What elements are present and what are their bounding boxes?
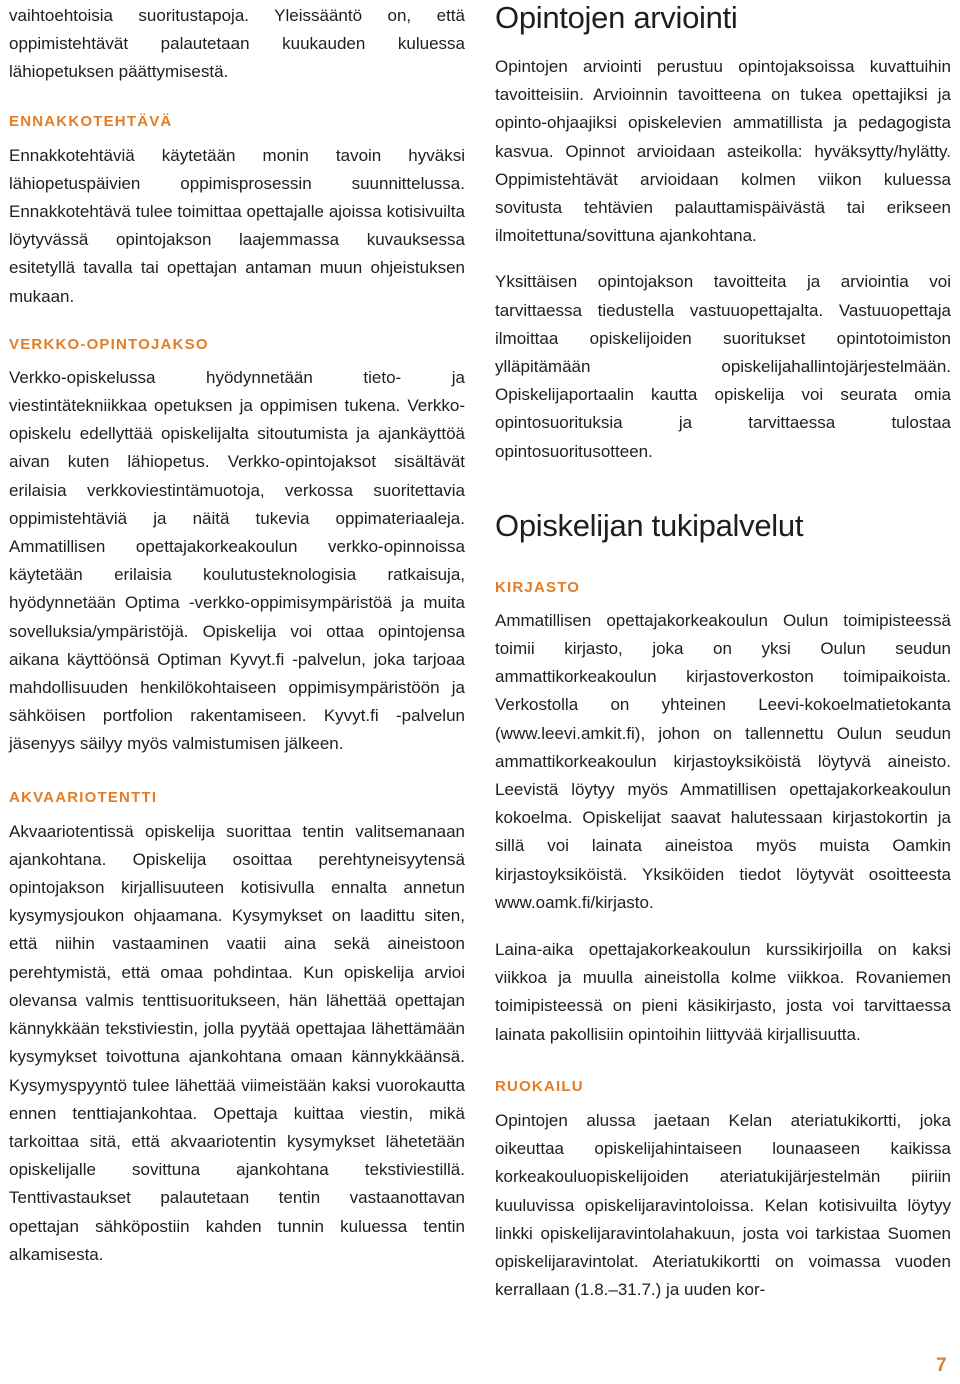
kirjasto-paragraph-1: Ammatillisen opettajakorkeakoulun Oulun toimipisteessä toimii kirjasto, joka on yksi Oulun seudun ammattikorkeakoulun kirjastoverkoston toimipaikoista. Verkostolla on yhteinen Leevi-kokoelmatietokanta (www.leevi.amkit.fi), johon on tallennettu Oulun seudun ammattikorkeakoulun kirjastoyksiköistä löytyvä aineisto. Leevistä löytyy myös Ammatillisen opettajakorkeakoulun kokoelma. Opiskelijat saavat halutessaan kirjastokortin ja sillä voi lainata aineistoa myös muista Oamkin kirjastoyksiköistä. Yksiköiden tiedot löytyvät osoitteesta www.oamk.fi/kirjasto. [495, 610, 951, 912]
page-number: 7 [936, 1355, 947, 1376]
kirjasto-heading: KIRJASTO [495, 578, 581, 596]
ruokailu-text: Opintojen alussa jaetaan Kelan ateriatukikortti, joka oikeuttaa opiskelijahintaiseen lounaaseen kaikissa korkeakouluopiskelijoiden ateriatukijärjestelmän piiriin kuuluvissa opiskelijaravintoloissa. Kelan kotisivuilta löytyy linkki opiskelijaravintolahakuun, josta voi tarkistaa Suomen opiskelijaravintolat. Ateriatukikortti on voimassa vuoden kerrallaan (1.8.–31.7.) ja uuden kor- [495, 1110, 951, 1300]
right-column [495, 0, 951, 1304]
left-column [9, 0, 465, 1269]
verkko-opintojakso-heading: VERKKO-OPINTOJAKSO [9, 335, 209, 353]
arviointi-paragraph-1: Opintojen arviointi perustuu opintojaksoissa kuvattuihin tavoitteisiin. Arvioinnin tavoitteena on tukea opettajiksi ja opinto-ohjaajiksi opiskelevien ammatillista ja pedagogista kasvua. Opinnot arvioidaan asteikolla: hyväksytty/hylätty. Oppimistehtävät arvioidaan kolmen viikon kuluessa sovitusta tehtävien palauttamispäivästä tai erikseen ilmoitettuna/sovittuna ajankohtana. [495, 57, 951, 246]
kirjasto-paragraph-2: Laina-aika opettajakorkeakoulun kurssikirjoilla on kaksi viikkoa ja muulla aineistolla kolme viikkoa. Rovaniemen toimipisteessä on pieni käsikirjasto, josta voi tarvittaessa lainata pakollisiin opintoihin liittyvää kirjallisuutta. [495, 940, 951, 1044]
arviointi-title: Opintojen arviointi [495, 0, 738, 35]
ennakkotehtava-heading: ENNAKKOTEHTÄVÄ [9, 112, 173, 130]
akvaariotentti-text: Akvaariotentissä opiskelija suorittaa tentin valitsemanaan ajankohtana. Opiskelija osoittaa perehtyneisyytensä opintojakson kirjallisuuteen kotisivulla ennalta annetun kysymysjoukon ohjaamana. Kysymykset on laadittu siten, että niihin vastaaminen vaatii aina sekä aineistoon perehtymistä, että omaa pohdintaa. Kun opiskelija arvioi olevansa valmis tenttisuoritukseen, hän lähettää opettajan kännykkään tekstiviestin, jolla pyytää opettajaa lähettämään kysymykset toivottuna ajankohtana omaan kännykkäänsä. Kysymyspyyntö tulee lähettää viimeistään kaksi vuorokautta ennen tenttiajankohtaa. Opettaja kuittaa viestin, mikä tarkoittaa sitä, että akvaariotentin kysymykset lähetetään opiskelijalle sovittuna ajankohtana tekstiviestillä. Tenttivastaukset palautetaan tentin vastaanottavan opettajan sähköpostiin kahden tunnin kuluessa tentin alkamisesta. [9, 821, 465, 1264]
tukipalvelut-title: Opiskelijan tukipalvelut [495, 507, 804, 543]
arviointi-paragraph-2: Yksittäisen opintojakson tavoitteita ja arviointia voi tarvittaessa tiedustella vastuuopettajalta. Vastuuopettaja ilmoittaa opiskelijoiden suoritukset opintotoimiston ylläpitämään opiskelijahallintojärjestelmään. Opiskelijaportaalin kautta opiskelija voi seurata omia opintosuorituksia ja tarvittaessa tulostaa opintosuoritusotteen. [495, 272, 951, 461]
intro-paragraph: vaihtoehtoisia suoritustapoja. Yleissääntö on, että oppimistehtävät palautetaan kuukauden kuluessa lähiopetuksen päättymisestä. [9, 6, 465, 82]
ennakkotehtava-text: Ennakkotehtäviä käytetään monin tavoin hyväksi lähiopetuspäivien oppimisprosessin suunnittelussa. Ennakkotehtävä tulee toimittaa opettajalle ajoissa kotisivuilta löytyvässä opintojakson laajemmassa kuvauksessa esitetyllä tavalla tai opettajan antaman muun ohjeistuksen mukaan. [9, 145, 465, 306]
ruokailu-heading: RUOKAILU [495, 1077, 584, 1095]
akvaariotentti-heading: AKVAARIOTENTTI [9, 788, 158, 806]
verkko-opintojakso-text: Verkko-opiskelussa hyödynnetään tieto- ja viestintätekniikkaa opetuksen ja oppimisen tukena. Verkko-opiskelu edellyttää opiskelijalta sitoutumista ja ajankäyttöä aivan kuten lähiopetus. Verkko-opintojaksot sisältävät erilaisia verkkoviestintämuotoja, verkossa suoritettavia oppimistehtäviä ja näitä tukevia oppimateriaaleja. Ammatillisen opettajakorkeakoulun verkko-opinnoissa käytetään erilaisia koulutusteknologisia ratkaisuja, hyödynnetään Optima -verkko-oppimisympäristöä ja muita sovelluksia/ympäristöjä. Opiskelija voi ottaa opintojensa aikana käyttöönsä Optiman Kyvyt.fi -palvelun, joka tarjoaa mahdollisuuden henkilökohtaiseen oppimisympäristöön ja sähköisen portfolion rakentamiseen. Kyvyt.fi -palvelun jäsenyys säilyy myös valmistumisen jälkeen. [9, 367, 465, 754]
